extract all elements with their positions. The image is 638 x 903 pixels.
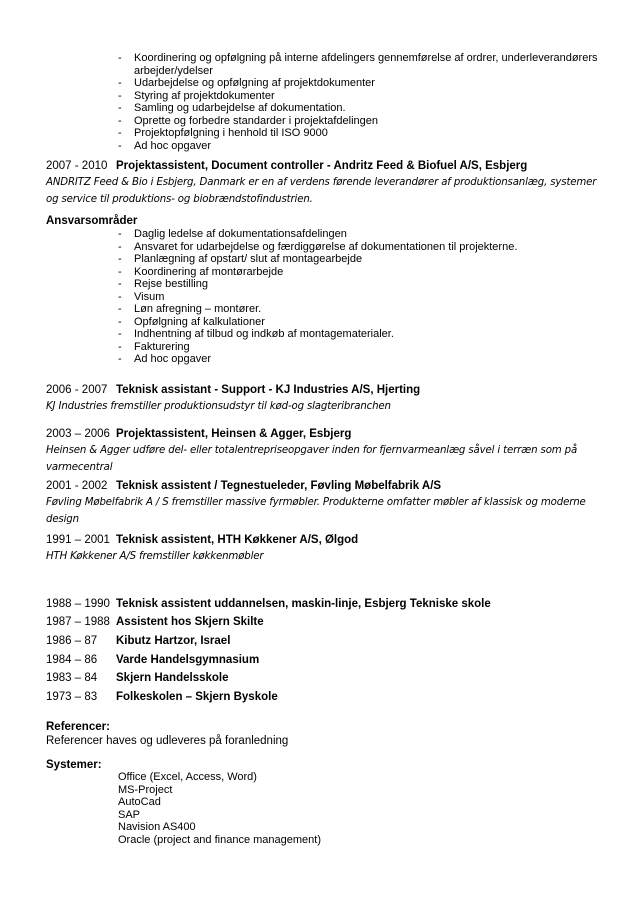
list-item: - Opfølgning af kalkulationer <box>118 316 598 329</box>
job-description: KJ Industries fremstiller produktionsudstyr til kød-og slagteribranchen <box>46 401 391 412</box>
list-item: - Oprette og forbedre standarder i projektafdelingen <box>118 115 598 128</box>
job-description: Føvling Møbelfabrik A / S fremstiller massive fyrmøbler. Produkterne omfatter møbler af klassisk og moderne design <box>46 497 586 525</box>
responsibilities-heading: Ansvarsområder <box>46 215 138 227</box>
list-item: Office (Excel, Access, Word) <box>118 771 257 783</box>
job-entry <box>46 427 606 476</box>
duties-list <box>118 52 598 152</box>
education-name: Varde Handelsgymnasium <box>116 654 260 666</box>
education-row <box>46 654 259 666</box>
job-entry <box>46 159 606 208</box>
list-item: - Rejse bestilling <box>118 278 598 291</box>
job-period: 2007 - 2010 <box>46 160 108 172</box>
education-row <box>46 598 491 610</box>
list-item: MS-Project <box>118 783 173 796</box>
list-item: - Daglig ledelse af dokumentationsafdelingen <box>118 228 598 241</box>
systems-list <box>118 771 321 846</box>
list-item: Navision AS400 <box>118 821 196 833</box>
list-item: - Ad hoc opgaver <box>118 140 598 153</box>
education-period: 1984 – 86 <box>46 654 98 666</box>
list-item: - Fakturering <box>118 341 598 354</box>
list-item: SAP <box>118 808 141 821</box>
systems-heading: Systemer: <box>46 759 102 771</box>
education-period: 1986 – 87 <box>46 635 98 647</box>
list-item: AutoCad <box>118 796 161 808</box>
responsibilities-list <box>118 228 598 366</box>
list-item: - Ad hoc opgaver <box>118 353 598 366</box>
job-entry <box>46 533 606 565</box>
job-period: 2003 – 2006 <box>46 428 110 440</box>
education-name: Folkeskolen – Skjern Byskole <box>116 691 278 703</box>
list-item: - Koordinering og opfølgning på interne afdelingers gennemførelse af ordrer, underleverandørers arbejder/ydelser <box>118 52 598 77</box>
job-title: Projektassistent, Heinsen & Agger, Esbjerg <box>116 428 352 440</box>
list-item: - Koordinering af montørarbejde <box>118 266 598 279</box>
education-row <box>46 691 278 703</box>
job-period: 2001 - 2002 <box>46 480 108 492</box>
job-period: 2006 - 2007 <box>46 384 108 396</box>
job-description: HTH Køkkener A/S fremstiller køkkenmøbler <box>46 551 264 562</box>
list-item: - Udarbejdelse og opfølgning af projektdokumenter <box>118 77 598 90</box>
job-title: Teknisk assistent, HTH Køkkener A/S, Ølgod <box>116 534 359 546</box>
job-title: Projektassistent, Document controller - Andritz Feed & Biofuel A/S, Esbjerg <box>116 160 528 172</box>
list-item: - Indhentning af tilbud og indkøb af montagematerialer. <box>118 328 598 341</box>
list-item: - Projektopfølgning i henhold til ISO 9000 <box>118 127 598 140</box>
job-period: 1991 – 2001 <box>46 534 110 546</box>
job-entry <box>46 383 606 415</box>
job-description: Heinsen & Agger udføre del- eller totalentrepriseopgaver inden for fjernvarmeanlæg såvel i terræn som på varmecentral <box>46 445 578 473</box>
list-item: - Løn afregning – montører. <box>118 303 598 316</box>
job-title: Teknisk assistent / Tegnestueleder, Føvling Møbelfabrik A/S <box>116 480 442 492</box>
job-description: ANDRITZ Feed & Bio i Esbjerg, Danmark er en af verdens førende leverandører af produktionsanlæg, systemer og service til produktions- og biobrændstofindustrien. <box>46 177 597 205</box>
list-item: - Samling og udarbejdelse af dokumentation. <box>118 102 598 115</box>
job-title: Teknisk assistant - Support - KJ Industries A/S, Hjerting <box>116 384 421 396</box>
list-item: - Visum <box>118 291 598 304</box>
education-row <box>46 635 230 647</box>
education-name: Skjern Handelsskole <box>116 672 229 684</box>
education-period: 1988 – 1990 <box>46 598 110 610</box>
references-heading: Referencer: <box>46 721 110 733</box>
list-item: Oracle (project and finance management) <box>118 833 321 846</box>
education-name: Teknisk assistent uddannelsen, maskin-linje, Esbjerg Tekniske skole <box>116 598 491 610</box>
job-entry <box>46 479 606 528</box>
education-period: 1983 – 84 <box>46 672 98 684</box>
list-item: - Styring af projektdokumenter <box>118 90 598 103</box>
education-name: Assistent hos Skjern Skilte <box>116 616 264 628</box>
education-period: 1987 – 1988 <box>46 616 110 628</box>
education-period: 1973 – 83 <box>46 691 98 703</box>
references-text: Referencer haves og udleveres på foranledning <box>46 735 289 747</box>
education-name: Kibutz Hartzor, Israel <box>116 635 231 647</box>
education-row <box>46 616 264 628</box>
list-item: - Ansvaret for udarbejdelse og færdiggørelse af dokumentationen til projekterne. <box>118 241 598 254</box>
list-item: - Planlægning af opstart/ slut af montagearbejde <box>118 253 598 266</box>
education-row <box>46 672 229 684</box>
